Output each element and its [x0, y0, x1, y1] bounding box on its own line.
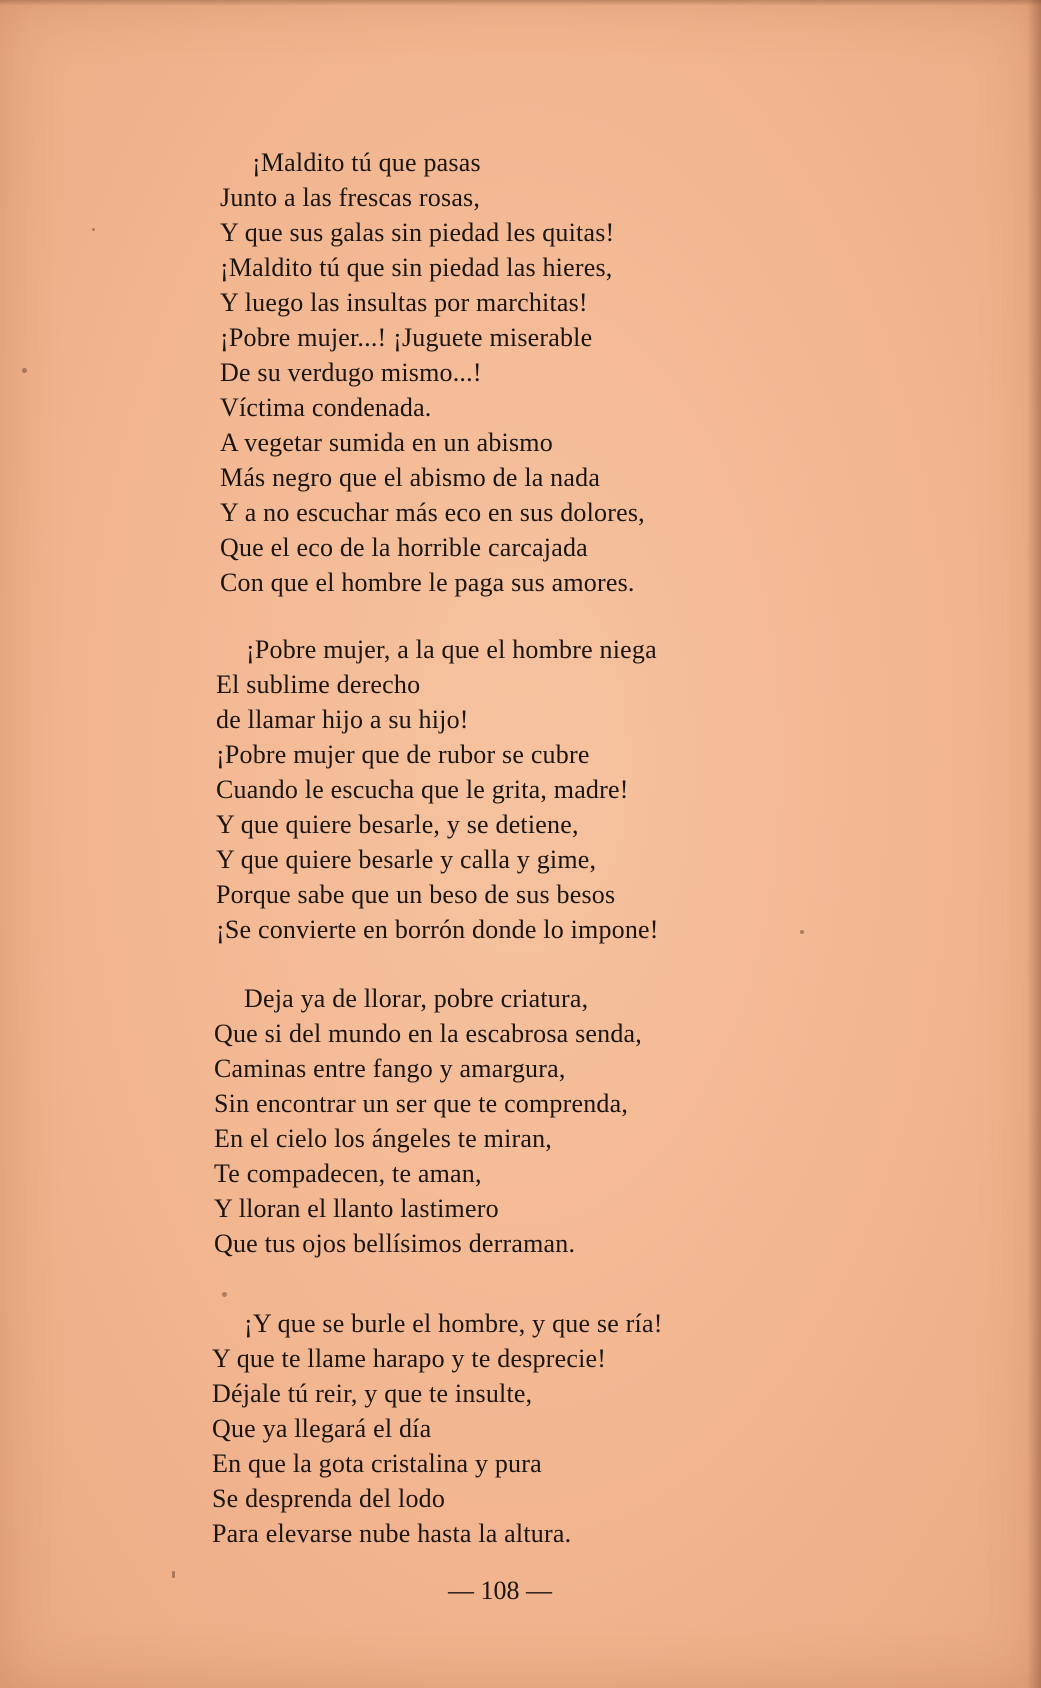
poem-line: Víctima condenada.: [220, 393, 432, 422]
poem-line: Y a no escuchar más eco en sus dolores,: [220, 498, 645, 527]
poem-line: Porque sabe que un beso de sus besos: [216, 880, 616, 909]
poem-line: En que la gota cristalina y pura: [212, 1449, 542, 1478]
poem-line: Con que el hombre le paga sus amores.: [220, 568, 635, 597]
poem-line: ¡Pobre mujer, a la que el hombre niega: [246, 635, 657, 664]
page-number: — 108 —: [448, 1576, 552, 1605]
paper-speck: [92, 228, 95, 231]
poem-line: Que ya llegará el día: [212, 1414, 432, 1443]
poem-line: Caminas entre fango y amargura,: [214, 1054, 566, 1083]
poem-line: Deja ya de llorar, pobre criatura,: [244, 984, 589, 1013]
poem-line: Y que te llame harapo y te desprecie!: [212, 1344, 607, 1373]
poem-line: Y que sus galas sin piedad les quitas!: [220, 218, 615, 247]
poem-line: ¡Maldito tú que sin piedad las hieres,: [220, 253, 613, 282]
poem-line: Déjale tú reir, y que te insulte,: [212, 1379, 533, 1408]
poem-line: Y que quiere besarle, y se detiene,: [216, 810, 579, 839]
poem-line: Se desprenda del lodo: [212, 1484, 446, 1513]
poem-line: ¡Pobre mujer que de rubor se cubre: [216, 740, 590, 769]
poem-line: Junto a las frescas rosas,: [220, 183, 481, 212]
page-top-edge: [0, 0, 1041, 6]
poem-line: Que tus ojos bellísimos derraman.: [214, 1229, 576, 1258]
poem-line: A vegetar sumida en un abismo: [220, 428, 553, 457]
poem-line: Para elevarse nube hasta la altura.: [212, 1519, 572, 1548]
poem-line: ¡Y que se burle el hombre, y que se ría!: [244, 1309, 663, 1338]
paper-speck: [22, 368, 27, 373]
page-right-edge: [1027, 0, 1041, 1688]
poem-line: ¡Se convierte en borrón donde lo impone!: [216, 915, 659, 944]
poem-line: Más negro que el abismo de la nada: [220, 463, 601, 492]
poem-line: Y que quiere besarle y calla y gime,: [216, 845, 597, 874]
poem-line: ¡Pobre mujer...! ¡Juguete miserable: [220, 323, 593, 352]
poem-line: de llamar hijo a su hijo!: [216, 705, 469, 734]
poem-line: ¡Maldito tú que pasas: [252, 148, 481, 177]
poem-line: Sin encontrar un ser que te comprenda,: [214, 1089, 629, 1118]
paper-speck: [222, 1292, 227, 1297]
poem-line: Cuando le escucha que le grita, madre!: [216, 775, 629, 804]
poem-line: Y lloran el llanto lastimero: [214, 1194, 499, 1223]
paper-speck: [800, 930, 804, 934]
poem-line: En el cielo los ángeles te miran,: [214, 1124, 552, 1153]
poem-line: Te compadecen, te aman,: [214, 1159, 482, 1188]
poem-line: Que si del mundo en la escabrosa senda,: [214, 1019, 643, 1048]
poem-line: Y luego las insultas por marchitas!: [220, 288, 588, 317]
poem-line: De su verdugo mismo...!: [220, 358, 482, 387]
poem-line: Que el eco de la horrible carcajada: [220, 533, 588, 562]
poem-line: El sublime derecho: [216, 670, 421, 699]
